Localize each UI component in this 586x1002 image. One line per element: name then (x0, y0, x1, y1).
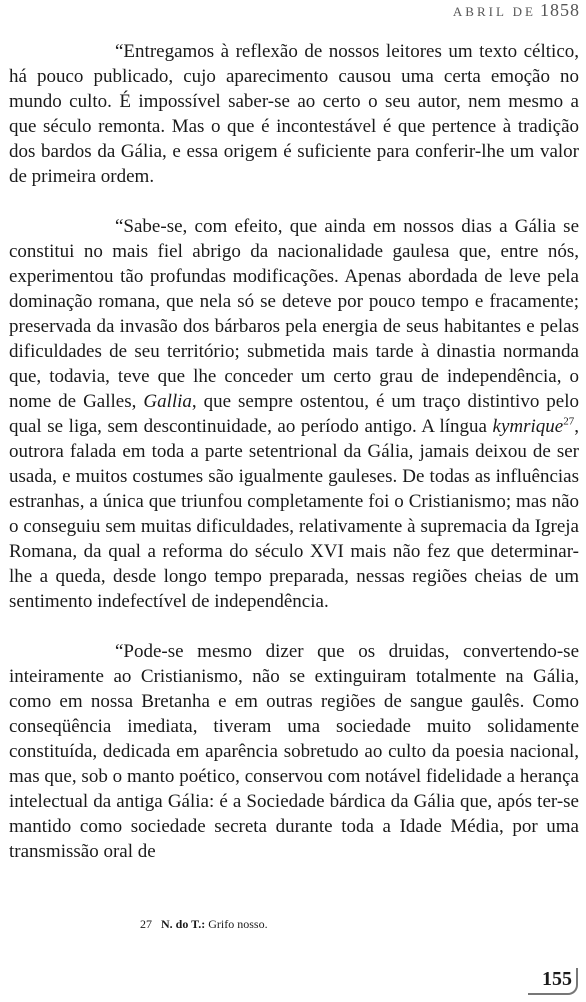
footnote-text: Grifo nosso. (208, 917, 268, 931)
footnote (140, 917, 268, 932)
paragraph-2-part-3: , outrora falada em toda a parte setentrional da Gália, jamais deixou de ser usada, e muitos costumes são igualmente gauleses. De todas as influências estranhas, a única que triunfou completamente foi o Cristianismo; mas não o conseguiu sem muitas dificuldades, relativamente à supremacia da Igreja Romana, da qual a reforma do século XVI mais não fez que determinar-lhe a queda, desde longo tempo preparada, nessas regiões cheias de um sentimento indefectível de independência. (9, 416, 579, 612)
header-year: 1858 (540, 0, 580, 20)
header-month: ABRIL DE (452, 4, 536, 19)
footnote-reference: 27 (563, 415, 575, 428)
paragraph-3: “Pode-se mesmo dizer que os druidas, convertendo-se inteiramente ao Cristianismo, não se extinguiram totalmente na Gália, como em nossa Bretanha e em outras regiões de sangue gaulês. Como conseqüência imediata, tiveram uma sociedade muito solidamente constituída, dedicada em aparência sobretudo ao culto da poesia nacional, mas que, sob o manto poético, conservou com notável fidelidade a herança intelectual da antiga Gália: é a Sociedade bárdica da Gália que, após ter-se mantido como sociedade secreta durante toda a Idade Média, por uma transmissão oral de (9, 641, 579, 862)
running-header (453, 0, 580, 21)
page-number: 155 (528, 968, 578, 995)
italic-term-kymrique: kymrique (492, 416, 564, 437)
paragraph-2-part-2: , que sempre ostentou, é um traço distintivo pelo qual se liga, sem descontinuidade, ao período antigo. A língua (9, 391, 580, 437)
footnote-number: 27 (140, 917, 152, 931)
italic-term-gallia: Gallia (143, 391, 192, 412)
footnote-label: N. do T.: (161, 917, 206, 931)
paragraph-2-part-1: “Sabe-se, com efeito, que ainda em nossos dias a Gália se constitui no mais fiel abrigo da nacionalidade gaulesa que, entre nós, experimentou tão profundas modificações. Apenas abordada de leve pela dominação romana, que nela só se deteve por pouco tempo e fracamente; preservada da invasão dos bárbaros pela energia de seus habitantes e pelas dificuldades de seu território; submetida mais tarde à dinastia normanda que, todavia, teve que lhe conceder um certo grau de independência, o nome de Galles, (9, 216, 579, 412)
paragraph-2 (9, 214, 579, 614)
body-text (9, 39, 579, 864)
paragraph-1: “Entregamos à reflexão de nossos leitores um texto céltico, há pouco publicado, cujo aparecimento causou uma certa emoção no mundo culto. É impossível saber-se ao certo o seu autor, nem mesmo a que século remonta. Mas o que é incontestável é que pertence à tradição dos bardos da Gália, e essa origem é suficiente para conferir-lhe um valor de primeira ordem. (9, 41, 579, 187)
